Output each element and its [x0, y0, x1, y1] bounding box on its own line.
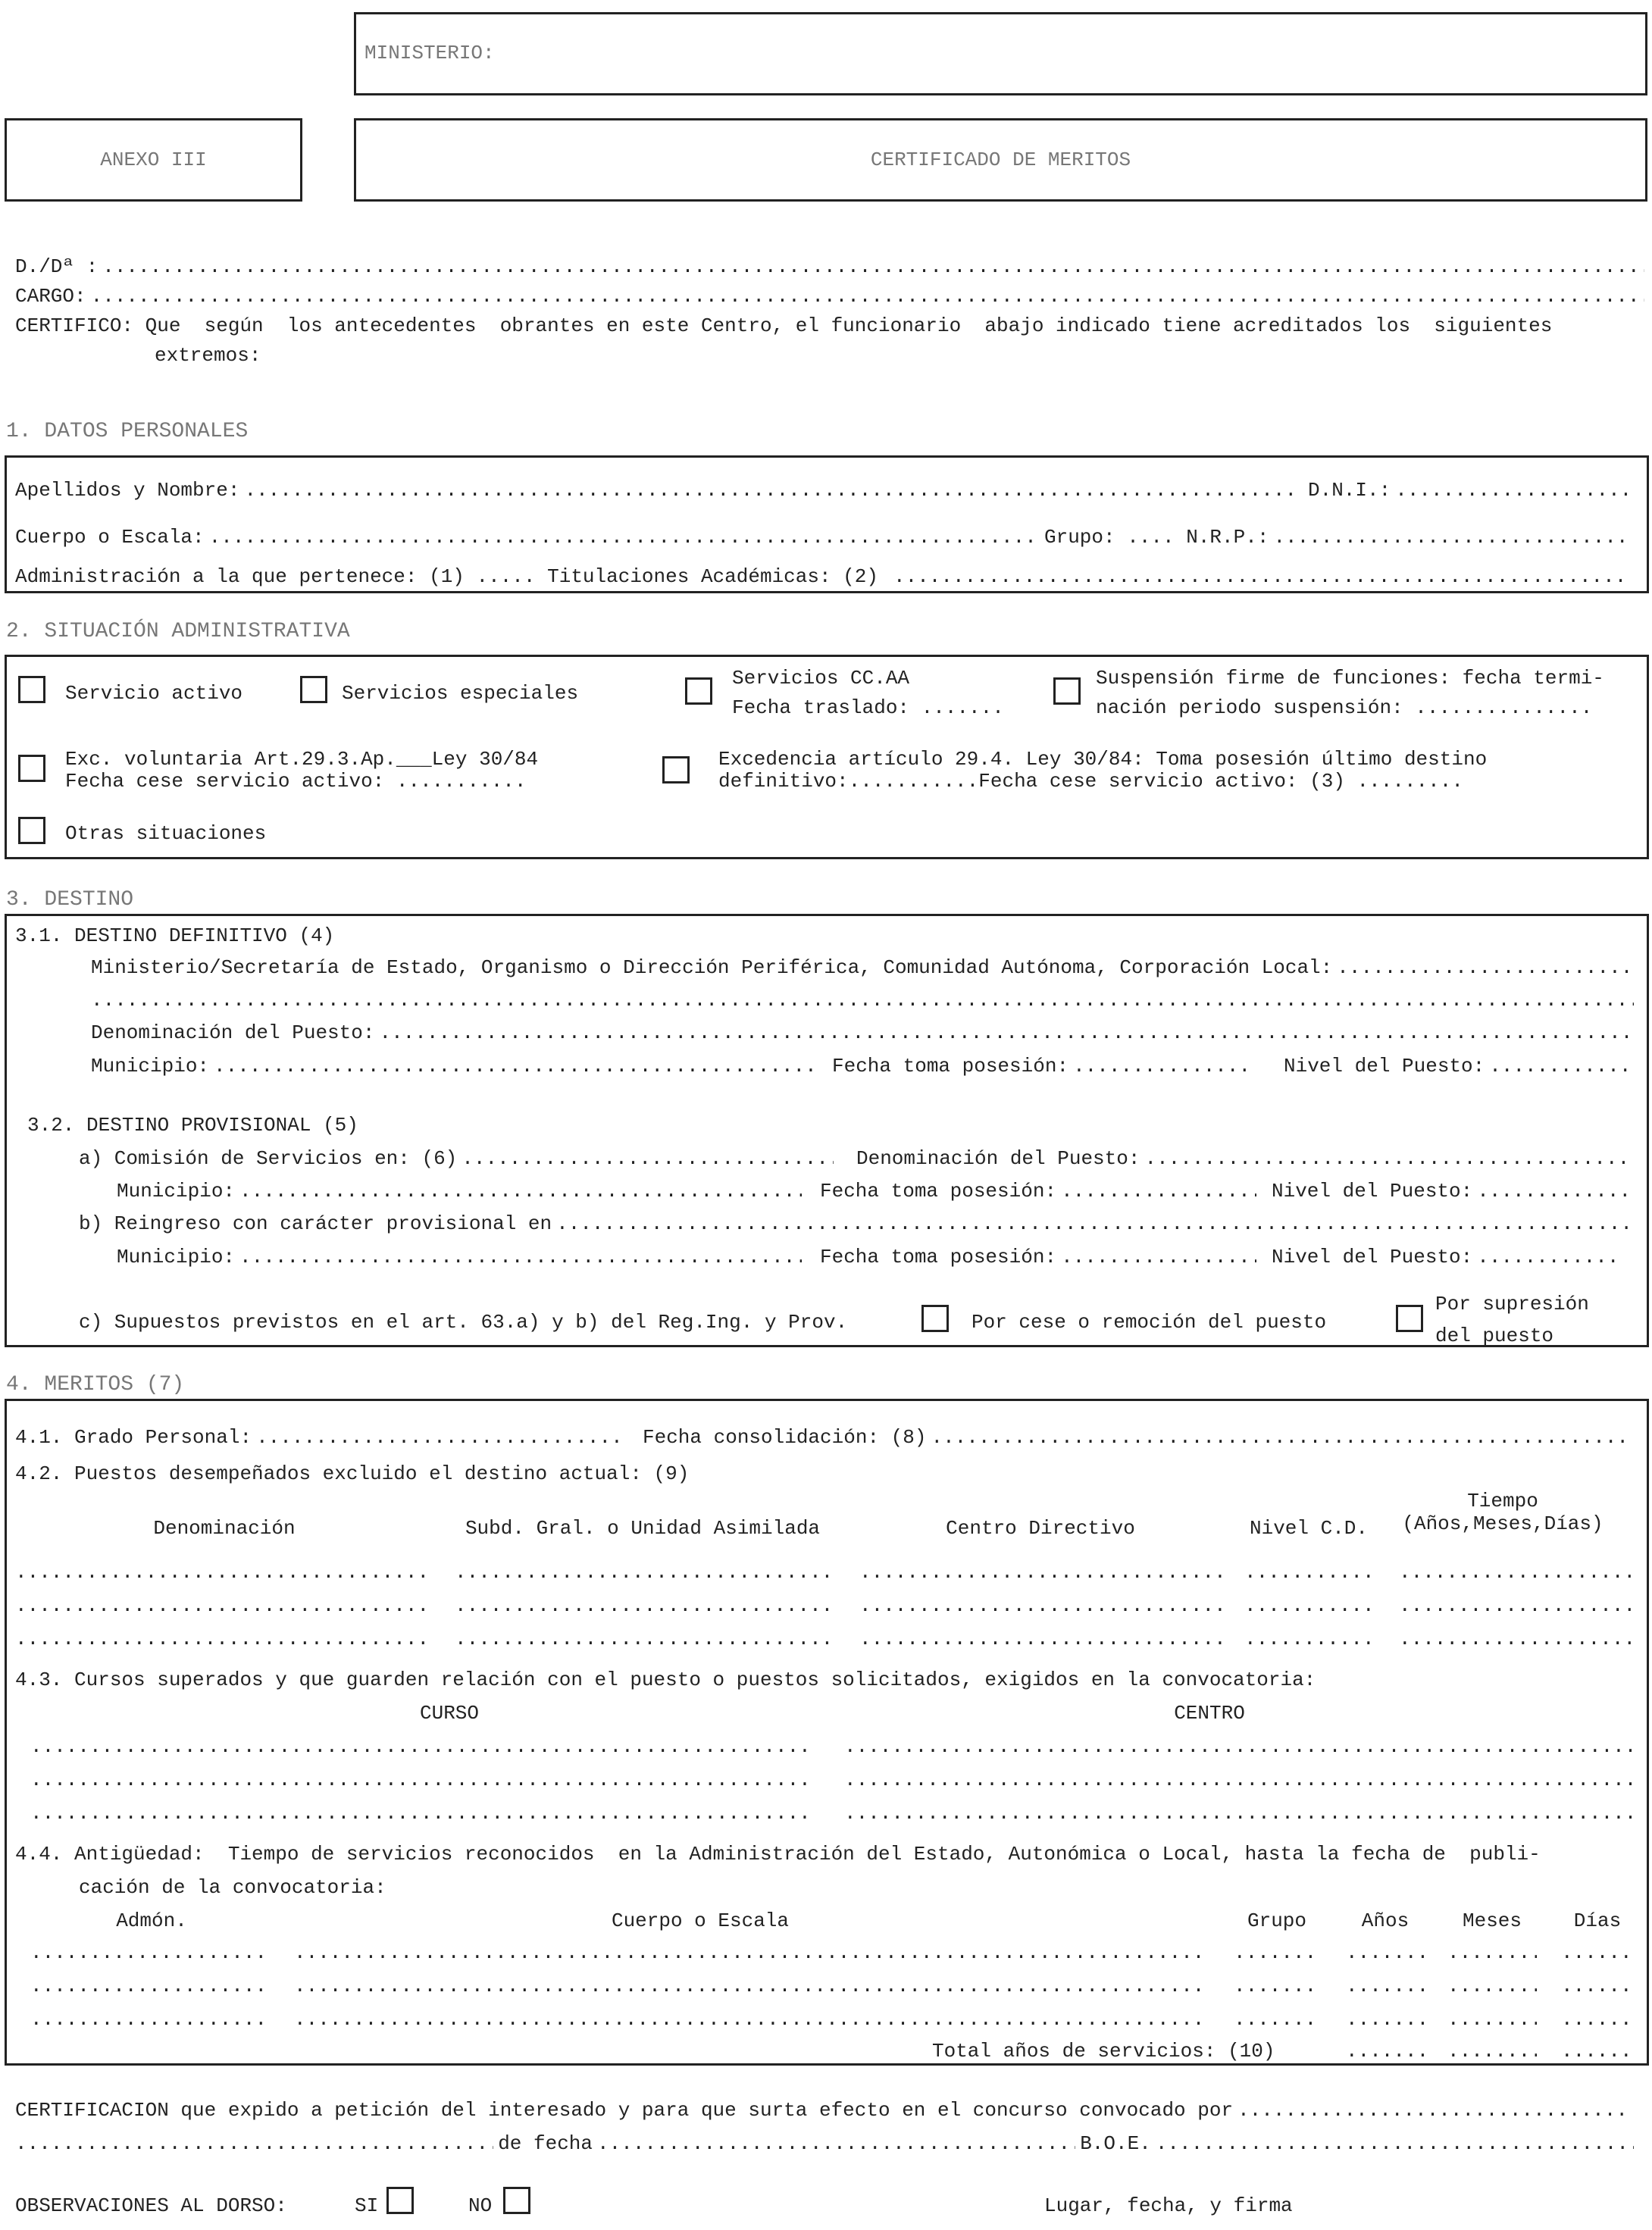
total-anos-field[interactable] — [1346, 2040, 1425, 2063]
boe-field[interactable] — [1156, 2132, 1634, 2155]
ministerio-destino-field-2[interactable] — [91, 989, 1634, 1012]
dd-field[interactable] — [102, 255, 1644, 278]
fecha-toma-reingreso-field[interactable] — [1061, 1246, 1256, 1268]
anos-cell[interactable] — [1346, 2008, 1425, 2031]
grupo-row — [1044, 526, 1634, 549]
grado-label: 4.1. Grado Personal: — [15, 1426, 252, 1449]
grado-field[interactable] — [256, 1426, 624, 1449]
nivel-definitivo-field[interactable] — [1489, 1055, 1629, 1077]
cuerpo-label: Cuerpo o Escala: — [15, 526, 205, 549]
fecha-boe-row — [15, 2132, 1634, 2155]
denominacion-definitivo-label: Denominación del Puesto: — [91, 1021, 375, 1044]
ministerio-destino-field[interactable] — [1337, 956, 1629, 979]
por-cese-checkbox[interactable] — [921, 1305, 949, 1332]
curso-cell[interactable] — [30, 1769, 806, 1791]
observaciones-label: OBSERVACIONES AL DORSO: — [15, 2194, 287, 2217]
centro-cell[interactable] — [844, 1802, 1634, 1825]
nivel-reingreso-label: Nivel del Puesto: — [1272, 1246, 1473, 1268]
grupo-cell[interactable] — [1234, 1941, 1320, 1964]
grado-row — [15, 1426, 629, 1449]
municipio-reingreso-row — [117, 1246, 806, 1268]
puestos-tiempo-cell[interactable] — [1399, 1628, 1634, 1650]
excedencia-label-2: definitivo:...........Fecha cese servicio activo: (3) ......... — [718, 770, 1463, 793]
admin-label: Administración a la que pertenece: (1) ..... Titulaciones Académicas: (2) — [15, 565, 878, 588]
centro-cell[interactable] — [844, 1769, 1634, 1791]
por-supresion-checkbox[interactable] — [1396, 1305, 1423, 1332]
dni-row — [1308, 479, 1634, 502]
fecha-consolidacion-row — [643, 1426, 1634, 1449]
fecha-toma-comision-label: Fecha toma posesión: — [820, 1180, 1057, 1203]
municipio-comision-label: Municipio: — [117, 1180, 236, 1203]
certifico-line2: extremos: — [155, 344, 261, 367]
total-meses-field[interactable] — [1447, 2040, 1537, 2063]
anos-cell[interactable] — [1346, 1941, 1425, 1964]
meses-cell[interactable] — [1447, 2008, 1537, 2031]
antiguedad-header-meses: Meses — [1462, 1909, 1522, 1932]
puestos-nivel-cell[interactable] — [1244, 1561, 1372, 1584]
nivel-comision-label: Nivel del Puesto: — [1272, 1180, 1473, 1203]
fecha-toma-reingreso-row — [820, 1246, 1261, 1268]
municipio-comision-row — [117, 1180, 806, 1203]
fecha-toma-comision-field[interactable] — [1061, 1180, 1256, 1203]
fecha-toma-comision-row — [820, 1180, 1261, 1203]
denominacion-provisional-field[interactable] — [1144, 1147, 1629, 1170]
total-dias-field[interactable] — [1561, 2040, 1634, 2063]
apellidos-row — [15, 479, 1303, 502]
fecha-consolidacion-label: Fecha consolidación: (8) — [643, 1426, 927, 1449]
dd-label: D./Dª : — [15, 255, 99, 278]
meses-cell[interactable] — [1447, 1941, 1537, 1964]
servicios-especiales-checkbox[interactable] — [300, 676, 327, 703]
cuerpo-escala-cell[interactable] — [294, 1941, 1205, 1964]
admon-cell[interactable] — [30, 2008, 265, 2031]
comision-field[interactable] — [461, 1147, 834, 1170]
section4-title: 4. MERITOS (7) — [6, 1373, 185, 1396]
no-label: NO — [468, 2194, 493, 2217]
servicios-especiales-label: Servicios especiales — [342, 682, 579, 705]
dias-cell[interactable] — [1561, 1941, 1634, 1964]
municipio-comision-field[interactable] — [239, 1180, 802, 1203]
cuerpo-field[interactable] — [209, 526, 1032, 549]
nrp-field[interactable] — [1273, 526, 1629, 549]
antiguedad-line2: cación de la convocatoria: — [79, 1876, 386, 1899]
suspension-label-1: Suspensión firme de funciones: fecha termi- — [1096, 667, 1604, 690]
servicios-ccaa-label: Servicios CC.AA — [732, 667, 910, 690]
puestos-header-subd: Subd. Gral. o Unidad Asimilada — [465, 1517, 821, 1540]
fecha-toma-definitivo-row — [832, 1055, 1252, 1077]
servicios-ccaa-checkbox[interactable] — [685, 677, 712, 705]
ministerio-label: MINISTERIO: — [365, 42, 495, 64]
curso-cell[interactable] — [30, 1735, 806, 1758]
puestos-centro-cell[interactable] — [859, 1594, 1222, 1617]
cargo-field[interactable] — [91, 285, 1644, 308]
comision-row — [79, 1147, 838, 1170]
ministerio-destino-row — [91, 956, 1634, 979]
fecha-traslado-label: Fecha traslado: ....... — [732, 696, 1004, 719]
anos-cell[interactable] — [1346, 1975, 1425, 1997]
puestos-nivel-cell[interactable] — [1244, 1628, 1372, 1650]
exc-voluntaria-label-2: Fecha cese servicio activo: ........... — [65, 770, 527, 793]
total-anos-label: Total años de servicios: (10) — [932, 2040, 1275, 2063]
puestos-tiempo-cell[interactable] — [1399, 1594, 1634, 1617]
municipio-reingreso-label: Municipio: — [117, 1246, 236, 1268]
certificacion-row — [15, 2099, 1634, 2122]
servicio-activo-checkbox[interactable] — [18, 676, 45, 703]
nivel-reingreso-field[interactable] — [1477, 1246, 1616, 1268]
por-supresion-label-1: Por supresión — [1435, 1293, 1589, 1315]
anexo-label: ANEXO III — [100, 149, 207, 171]
convocatoria-field[interactable] — [15, 2132, 493, 2155]
cursos-header-curso: CURSO — [419, 1702, 479, 1725]
section2-title: 2. SITUACIÓN ADMINISTRATIVA — [6, 620, 350, 643]
denominacion-definitivo-field[interactable] — [379, 1021, 1629, 1044]
puestos-centro-cell[interactable] — [859, 1628, 1222, 1650]
dias-cell[interactable] — [1561, 1975, 1634, 1997]
grupo-cell[interactable] — [1234, 1975, 1320, 1997]
puestos-denominacion-cell[interactable] — [15, 1594, 432, 1617]
antiguedad-header-dias: Días — [1573, 1909, 1622, 1932]
destino-provisional-title: 3.2. DESTINO PROVISIONAL (5) — [27, 1114, 358, 1137]
dni-label: D.N.I.: — [1308, 479, 1391, 502]
antiguedad-header-anos: Años — [1361, 1909, 1410, 1932]
reingreso-field[interactable] — [556, 1212, 1629, 1235]
otras-situaciones-label: Otras situaciones — [65, 822, 267, 845]
puestos-denominacion-cell[interactable] — [15, 1561, 432, 1584]
admon-cell[interactable] — [30, 1975, 265, 1997]
otras-situaciones-checkbox[interactable] — [18, 817, 45, 844]
excedencia-label-1: Excedencia artículo 29.4. Ley 30/84: Toma posesión último destino — [718, 748, 1488, 771]
fecha-consolidacion-field[interactable] — [931, 1426, 1629, 1449]
puestos-label: 4.2. Puestos desempeñados excluido el destino actual: (9) — [15, 1462, 690, 1485]
nivel-comision-row — [1272, 1180, 1634, 1203]
por-cese-label: Por cese o remoción del puesto — [971, 1311, 1327, 1334]
suspension-checkbox[interactable] — [1053, 677, 1081, 705]
apellidos-label: Apellidos y Nombre: — [15, 479, 240, 502]
concurso-field[interactable] — [1237, 2099, 1629, 2122]
nivel-comision-field[interactable] — [1477, 1180, 1629, 1203]
no-checkbox[interactable] — [503, 2187, 530, 2214]
puestos-subd-cell[interactable] — [455, 1628, 832, 1650]
denominacion-definitivo-row — [91, 1021, 1634, 1044]
servicio-activo-label: Servicio activo — [65, 682, 243, 705]
reingreso-row — [79, 1212, 1634, 1235]
antiguedad-header-admon: Admón. — [116, 1909, 187, 1932]
lugar-fecha-firma: Lugar, fecha, y firma — [1044, 2194, 1293, 2217]
si-label: SI — [355, 2194, 379, 2217]
supuestos-label: c) Supuestos previstos en el art. 63.a) y b) del Reg.Ing. y Prov. — [79, 1311, 848, 1334]
municipio-definitivo-field[interactable] — [214, 1055, 814, 1077]
cuerpo-row — [15, 526, 1037, 549]
nivel-reingreso-row — [1272, 1246, 1620, 1268]
meses-cell[interactable] — [1447, 1975, 1537, 1997]
titulaciones-field[interactable] — [893, 565, 1629, 588]
apellidos-field[interactable] — [244, 479, 1299, 502]
exc-voluntaria-label-1: Exc. voluntaria Art.29.3.Ap.___Ley 30/84 — [65, 748, 539, 771]
centro-cell[interactable] — [844, 1735, 1634, 1758]
antiguedad-header-cuerpo: Cuerpo o Escala — [611, 1909, 790, 1932]
cuerpo-escala-cell[interactable] — [294, 2008, 1205, 2031]
puestos-centro-cell[interactable] — [859, 1561, 1222, 1584]
cargo-label: CARGO: — [15, 285, 86, 308]
section3-title: 3. DESTINO — [6, 888, 134, 912]
cargo-row — [15, 285, 1649, 308]
ministerio-destino-label: Ministerio/Secretaría de Estado, Organismo o Dirección Periférica, Comunidad Autónoma, Corporación Local: — [91, 956, 1333, 979]
nivel-definitivo-label: Nivel del Puesto: — [1284, 1055, 1485, 1077]
puestos-subd-cell[interactable] — [455, 1561, 832, 1584]
puestos-tiempo-cell[interactable] — [1399, 1561, 1634, 1584]
cursos-label: 4.3. Cursos superados y que guarden relación con el puesto o puestos solicitados, exigidos en la convocatoria: — [15, 1669, 1316, 1691]
suspension-label-2: nación periodo suspensión: ............... — [1096, 696, 1593, 719]
dd-row — [15, 255, 1649, 278]
grupo-cell[interactable] — [1234, 2008, 1320, 2031]
fecha-field[interactable] — [597, 2132, 1075, 2155]
si-checkbox[interactable] — [386, 2187, 414, 2214]
municipio-definitivo-label: Municipio: — [91, 1055, 210, 1077]
municipio-reingreso-field[interactable] — [239, 1246, 802, 1268]
cursos-header-centro: CENTRO — [1174, 1702, 1245, 1725]
destino-definitivo-title: 3.1. DESTINO DEFINITIVO (4) — [15, 924, 335, 947]
puestos-nivel-cell[interactable] — [1244, 1594, 1372, 1617]
ministerio-box — [354, 12, 1647, 95]
puestos-header-nivel: Nivel C.D. — [1249, 1517, 1369, 1540]
nivel-definitivo-row — [1284, 1055, 1634, 1077]
fecha-toma-reingreso-label: Fecha toma posesión: — [820, 1246, 1057, 1268]
fecha-toma-definitivo-label: Fecha toma posesión: — [832, 1055, 1069, 1077]
boe-label: B.O.E. — [1080, 2132, 1151, 2155]
dias-cell[interactable] — [1561, 2008, 1634, 2031]
denominacion-provisional-row — [856, 1147, 1634, 1170]
antiguedad-header-grupo: Grupo — [1247, 1909, 1306, 1932]
curso-cell[interactable] — [30, 1802, 806, 1825]
grupo-label: Grupo: .... N.R.P.: — [1044, 526, 1269, 549]
reingreso-label: b) Reingreso con carácter provisional en — [79, 1212, 552, 1235]
comision-label: a) Comisión de Servicios en: (6) — [79, 1147, 458, 1170]
de-fecha-label: de fecha — [498, 2132, 593, 2155]
exc-voluntaria-checkbox[interactable] — [18, 755, 45, 782]
certificacion-label: CERTIFICACION que expido a petición del interesado y para que surta efecto en el concurso convocado por — [15, 2099, 1234, 2122]
fecha-toma-definitivo-field[interactable] — [1073, 1055, 1247, 1077]
denominacion-provisional-label: Denominación del Puesto: — [856, 1147, 1140, 1170]
puestos-header-centro: Centro Directivo — [946, 1517, 1135, 1540]
certifico-line1: CERTIFICO: Que según los antecedentes obrantes en este Centro, el funcionario abajo indicado tiene acreditados los siguientes — [15, 314, 1553, 337]
excedencia-checkbox[interactable] — [662, 756, 690, 783]
por-supresion-label-2: del puesto — [1435, 1325, 1554, 1347]
cuerpo-escala-cell[interactable] — [294, 1975, 1205, 1997]
dni-field[interactable] — [1395, 479, 1629, 502]
admin-row — [15, 565, 1634, 588]
antiguedad-line1: 4.4. Antigüedad: Tiempo de servicios reconocidos en la Administración del Estado, Autonómica o Local, hasta la fecha de publi- — [15, 1843, 1541, 1866]
municipio-definitivo-row — [91, 1055, 818, 1077]
ministerio-destino-row2 — [91, 989, 1634, 1012]
puestos-denominacion-cell[interactable] — [15, 1628, 432, 1650]
document-title: CERTIFICADO DE MERITOS — [870, 149, 1131, 171]
section1-title: 1. DATOS PERSONALES — [6, 420, 249, 443]
admon-cell[interactable] — [30, 1941, 265, 1964]
puestos-header-tiempo: Tiempo (Años,Meses,Días) — [1402, 1490, 1604, 1535]
puestos-subd-cell[interactable] — [455, 1594, 832, 1617]
puestos-header-denominacion: Denominación — [153, 1517, 296, 1540]
